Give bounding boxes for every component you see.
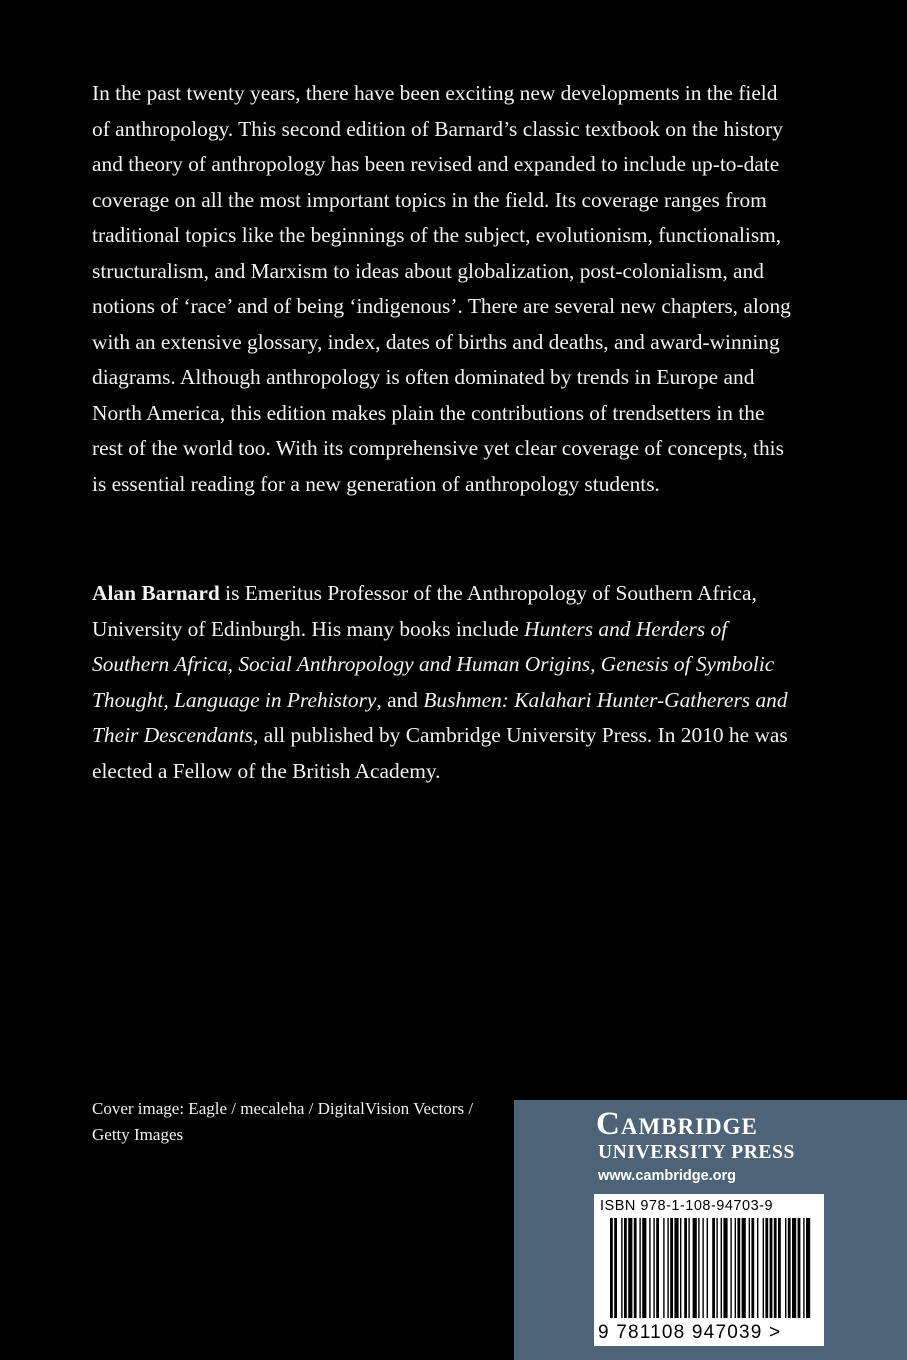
barcode-bar: [757, 1218, 758, 1318]
isbn-label: ISBN 978-1-108-94703-9: [600, 1198, 774, 1214]
barcode-bar: [730, 1218, 731, 1318]
book-titles-1: Hunters and Herders of Southern Africa, Social Anthropology and Human Origins, Genesis of Symbolic Thought, Language in Prehistory: [92, 616, 775, 712]
barcode-bar: [721, 1218, 722, 1318]
barcode-bar: [634, 1218, 637, 1318]
isbn-barcode: [594, 1194, 824, 1346]
barcode-bar: [614, 1218, 617, 1318]
barcode-bar: [751, 1218, 754, 1318]
barcode-bar: [653, 1218, 654, 1318]
barcode-bar: [707, 1218, 708, 1318]
barcode-bar: [642, 1218, 646, 1318]
barcode-bar: [680, 1218, 681, 1318]
barcode-bar: [765, 1218, 768, 1318]
barcode-bar: [702, 1218, 703, 1318]
publisher-name: Cambridge: [596, 1106, 758, 1142]
barcode-bar: [656, 1218, 659, 1318]
author-name: Alan Barnard: [92, 581, 220, 605]
barcode-bar: [663, 1218, 664, 1318]
barcode-graphic: [594, 1218, 824, 1322]
publisher-url: www.cambridge.org: [598, 1168, 737, 1184]
barcode-bar: [792, 1218, 796, 1318]
barcode-bar: [763, 1218, 764, 1318]
barcode-bar: [698, 1218, 699, 1318]
cover-image-credit: Cover image: Eagle / mecaleha / DigitalVision Vectors / Getty Images: [92, 1099, 474, 1144]
barcode-bar: [712, 1218, 715, 1318]
barcode-bar: [803, 1218, 804, 1318]
barcode-bar: [785, 1218, 786, 1318]
barcode-bar: [688, 1218, 689, 1318]
bio-text-1: is Emeritus Professor of the Anthropology of Southern Africa, University of Edinburgh. His many books include: [92, 581, 757, 641]
barcode-bar: [649, 1218, 650, 1318]
barcode-bar: [735, 1218, 736, 1318]
publisher-subtitle: UNIVERSITY PRESS: [598, 1142, 795, 1163]
barcode-bar: [742, 1218, 746, 1318]
barcode-bar: [684, 1218, 687, 1318]
barcode-bar: [621, 1218, 622, 1318]
barcode-bar: [610, 1218, 613, 1318]
barcode-bar: [674, 1218, 678, 1318]
barcode-bar: [628, 1218, 632, 1318]
barcode-bar: [723, 1218, 727, 1318]
barcode-bar: [774, 1218, 777, 1318]
publisher-panel: [514, 1100, 907, 1360]
barcode-bar: [639, 1218, 640, 1318]
barcode-bar: [737, 1218, 740, 1318]
barcode-bar: [778, 1218, 781, 1318]
author-bio: [92, 576, 792, 789]
barcode-bar: [693, 1218, 697, 1318]
ean-digits: 9 781108 947039 >: [598, 1322, 782, 1343]
barcode-bar: [716, 1218, 717, 1318]
barcode-bar: [798, 1218, 801, 1318]
barcode-bar: [770, 1218, 773, 1318]
barcode-bar: [670, 1218, 673, 1318]
barcode-bar: [806, 1218, 810, 1318]
barcode-bar: [749, 1218, 750, 1318]
barcode-bar: [624, 1218, 627, 1318]
bio-text-2: , and: [376, 687, 424, 712]
book-titles-2: Bushmen: Kalahari Hunter-Gatherers and Their Descendants: [92, 687, 788, 747]
blurb-text: In the past twenty years, there have been exciting new developments in the field of anthropology. This second edition of Barnard’s classic textbook on the history and theory of anthropology has been revised and expanded to include up-to-date coverage on all the most important topics in the field. Its coverage ranges from traditional topics like the beginnings of the subject, evolutionism, functionalism, structuralism, and Marxism to ideas about globalization, post-colonialism, and notions of ‘race’ and of being ‘indigenous’. There are several new chapters, along with an extensive glossary, index, dates of births and deaths, and award-winning diagrams. Although anthropology is often dominated by trends in Europe and North America, this edition makes plain the contributions of trendsetters in the rest of the world too. With its comprehensive yet clear coverage of concepts, this is essential reading for a new generation of anthropology students.: [92, 81, 791, 496]
barcode-bar: [667, 1218, 668, 1318]
barcode-bar: [788, 1218, 791, 1318]
bio-text-3: , all published by Cambridge University Press. In 2010 he was elected a Fellow of the British Academy.: [92, 723, 788, 783]
